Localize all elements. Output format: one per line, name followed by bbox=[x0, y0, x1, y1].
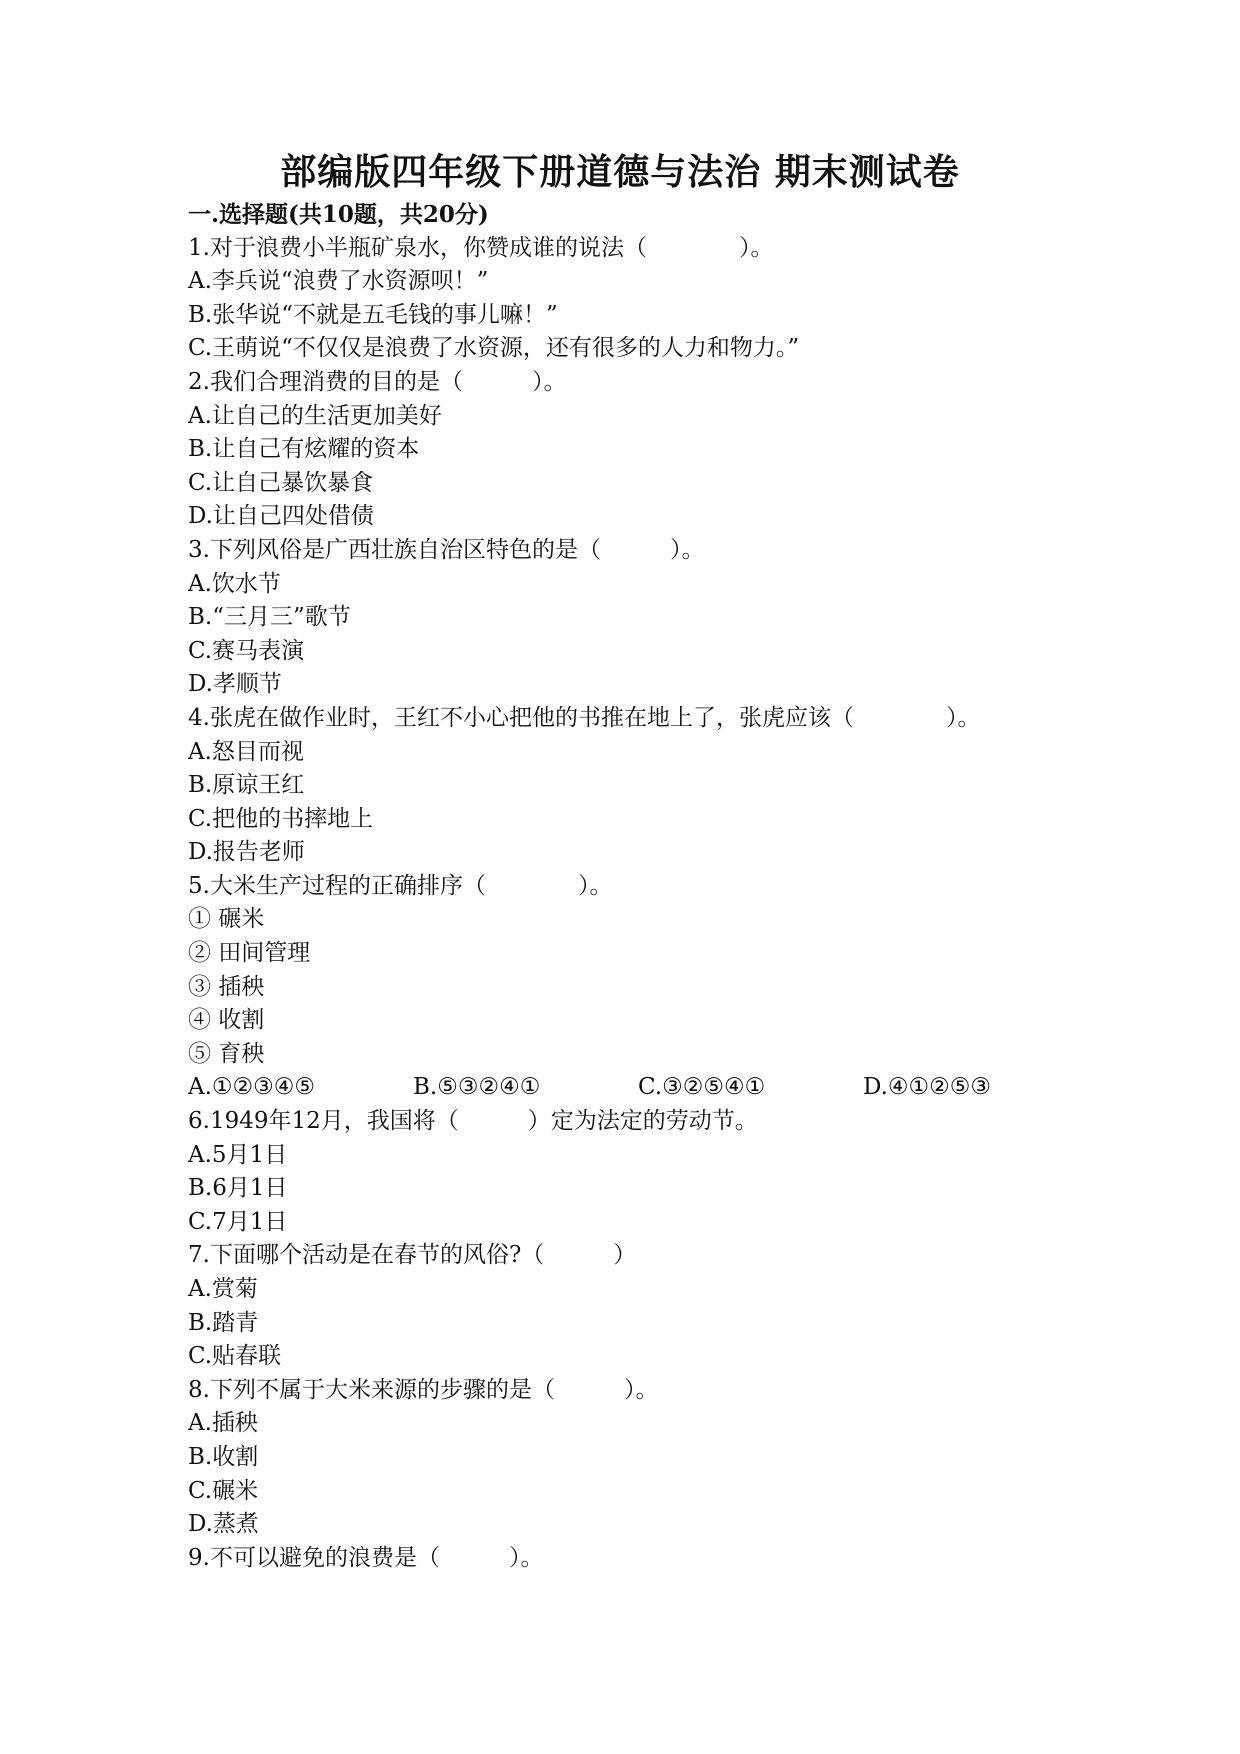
question-4-option-a: A.怒目而视 bbox=[188, 738, 304, 765]
question-7-option-b: B.踏青 bbox=[188, 1309, 259, 1336]
question-8-option-c: C.碾米 bbox=[188, 1477, 259, 1504]
question-8-option-a: A.插秧 bbox=[188, 1410, 258, 1437]
question-1-option-b: B.张华说“不就是五毛钱的事儿嘛！” bbox=[188, 301, 558, 328]
question-1-stem: 1.对于浪费小半瓶矿泉水，你赞成谁的说法（ ）。 bbox=[188, 234, 774, 261]
question-2-option-b: B.让自己有炫耀的资本 bbox=[188, 436, 420, 463]
question-3-option-d: D.孝顺节 bbox=[188, 671, 282, 698]
question-9-stem: 9.不可以避免的浪费是（ ）。 bbox=[188, 1544, 544, 1571]
question-8-option-d: D.蒸煮 bbox=[188, 1511, 259, 1538]
question-4-option-b: B.原谅王红 bbox=[188, 772, 305, 799]
question-6-option-a: A.5月1日 bbox=[188, 1141, 288, 1168]
question-6-option-c: C.7月1日 bbox=[188, 1208, 288, 1235]
question-2-option-c: C.让自己暴饮暴食 bbox=[188, 469, 374, 496]
question-7-option-a: A.赏菊 bbox=[188, 1276, 258, 1302]
question-2-option-d: D.让自己四处借债 bbox=[188, 503, 374, 530]
question-1-option-c: C.王萌说“不仅仅是浪费了水资源，还有很多的人力和物力。” bbox=[188, 335, 800, 362]
question-3-option-a: A.饮水节 bbox=[188, 570, 281, 597]
question-5-step-5: ⑤ 育秧 bbox=[188, 1040, 265, 1067]
question-3-stem: 3.下列风俗是广西壮族自治区特色的是（ ）。 bbox=[188, 536, 705, 563]
question-5-step-4: ④ 收割 bbox=[188, 1007, 265, 1034]
section-heading: 一.选择题(共10题，共20分) bbox=[188, 201, 489, 228]
question-3-option-c: C.赛马表演 bbox=[188, 637, 305, 664]
question-5-options-row bbox=[188, 1071, 1148, 1105]
page-title: 部编版四年级下册道德与法治 期末测试卷 bbox=[280, 151, 960, 193]
question-5-stem: 5.大米生产过程的正确排序（ ）。 bbox=[188, 872, 613, 899]
question-4-option-d: D.报告老师 bbox=[188, 839, 305, 866]
question-5-step-2: ② 田间管理 bbox=[188, 940, 311, 967]
question-5-step-1: ① 碾米 bbox=[188, 906, 265, 933]
question-6-stem: 6.1949年12月，我国将（ ）定为法定的劳动节。 bbox=[188, 1108, 758, 1135]
question-7-option-c: C.贴春联 bbox=[188, 1343, 282, 1370]
question-4-stem: 4.张虎在做作业时，王红不小心把他的书推在地上了，张虎应该（ ）。 bbox=[188, 704, 981, 731]
question-8-stem: 8.下列不属于大米来源的步骤的是（ ）。 bbox=[188, 1376, 659, 1403]
question-2-stem: 2.我们合理消费的目的是（ ）。 bbox=[188, 368, 567, 395]
exam-content bbox=[188, 198, 1148, 1575]
question-6-option-b: B.6月1日 bbox=[188, 1175, 288, 1202]
question-1-option-a: A.李兵说“浪费了水资源呗！” bbox=[188, 268, 489, 295]
question-5-option-a: A.①②③④⑤ bbox=[188, 1074, 316, 1101]
question-7-stem: 7.下面哪个活动是在春节的风俗?（ ） bbox=[188, 1242, 637, 1269]
question-2-option-a: A.让自己的生活更加美好 bbox=[188, 402, 442, 429]
question-4-option-c: C.把他的书摔地上 bbox=[188, 805, 374, 832]
question-5-option-d: D.④①②⑤③ bbox=[863, 1074, 992, 1101]
question-5-option-b: B.⑤③②④① bbox=[413, 1074, 541, 1101]
question-8-option-b: B.收割 bbox=[188, 1443, 259, 1470]
question-3-option-b: B.“三月三”歌节 bbox=[188, 604, 351, 631]
question-5-option-c: C.③②⑤④① bbox=[638, 1074, 766, 1101]
question-5-step-3: ③ 插秧 bbox=[188, 973, 265, 1000]
